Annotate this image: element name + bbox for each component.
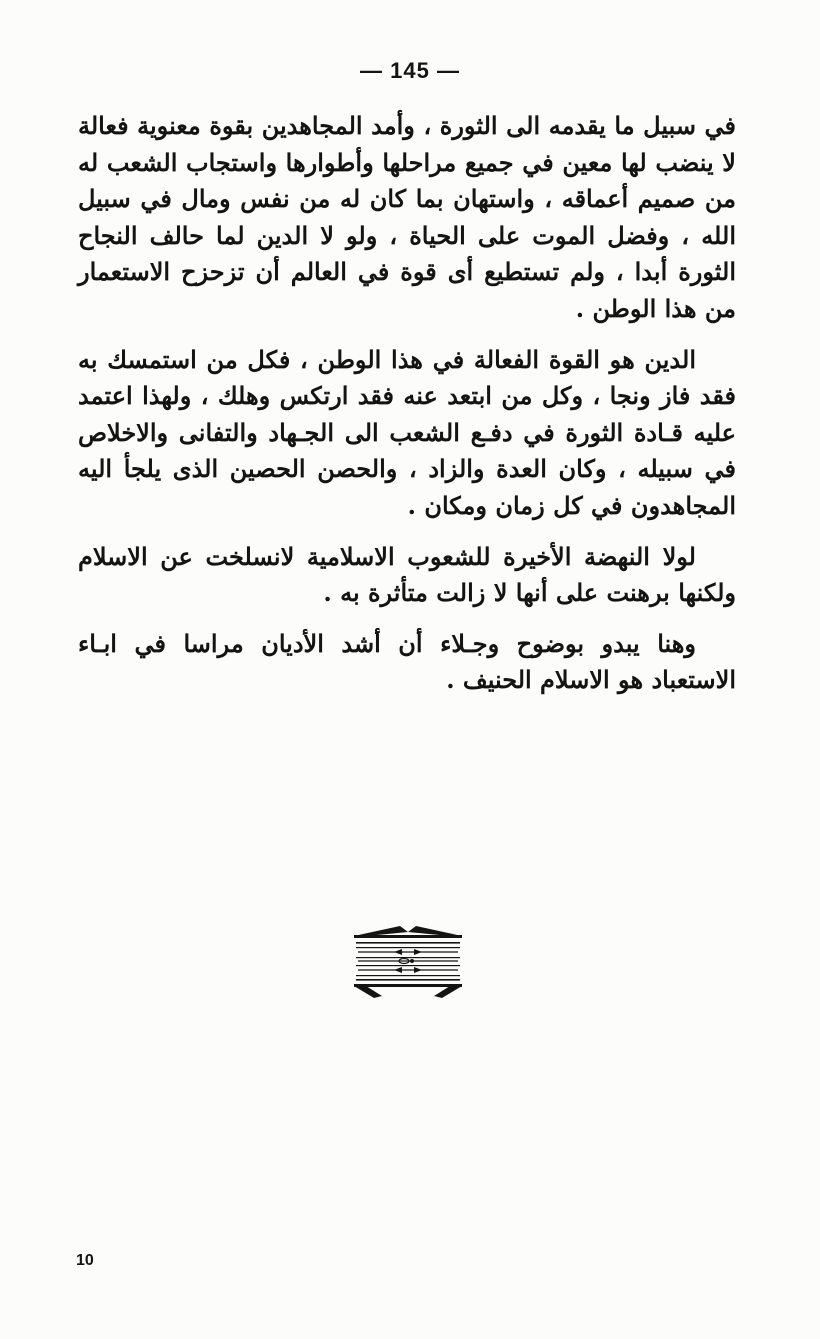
paragraph-1: في سبيل ما يقدمه الى الثورة ، وأمد المجاهدين بقوة معنوية فعالة لا ينضب لها معين في جميع مراحلها وأطوارها واستجاب الشعب له من صميم أعماقه ، واستهان بما كان له من نفس ومال في سبيل الله ، وفضل الموت على الحياة ، ولو لا الدين لما حالف النجاح الثورة أبدا ، ولم تستطيع أى قوة في العالم أن تزحزح الاستعمار من هذا الوطن .: [78, 111, 736, 323]
signature-number: 10: [76, 1252, 94, 1269]
paragraph-3: لولا النهضة الأخيرة للشعوب الاسلامية لانسلخت عن الاسلام ولكنها برهنت على أنها لا زالت متأثرة به .: [78, 541, 736, 608]
paragraph-2: الدين هو القوة الفعالة في هذا الوطن ، فكل من استمسك به فقد فاز ونجا ، وكل من ابتعد عنه فقد ارتكس وهلك ، ولهذا اعتمد عليه قـادة الثورة في دفـع الشعب الى الجـهاد والتفانى والاخلاص في سبيله ، وكان العدة والزاد ، والحصن الحصين الذى يلجأ اليه المجاهدون في كل زمان ومكان .: [78, 344, 736, 520]
section-end-ornament-icon: [354, 922, 462, 1000]
body-text: [78, 108, 736, 713]
page-number: — 145 —: [360, 58, 460, 83]
paragraph-4: وهنا يبدو بوضوح وجـلاء أن أشد الأديان مراسا في ابـاء الاستعباد هو الاسلام الحنيف .: [78, 628, 736, 695]
